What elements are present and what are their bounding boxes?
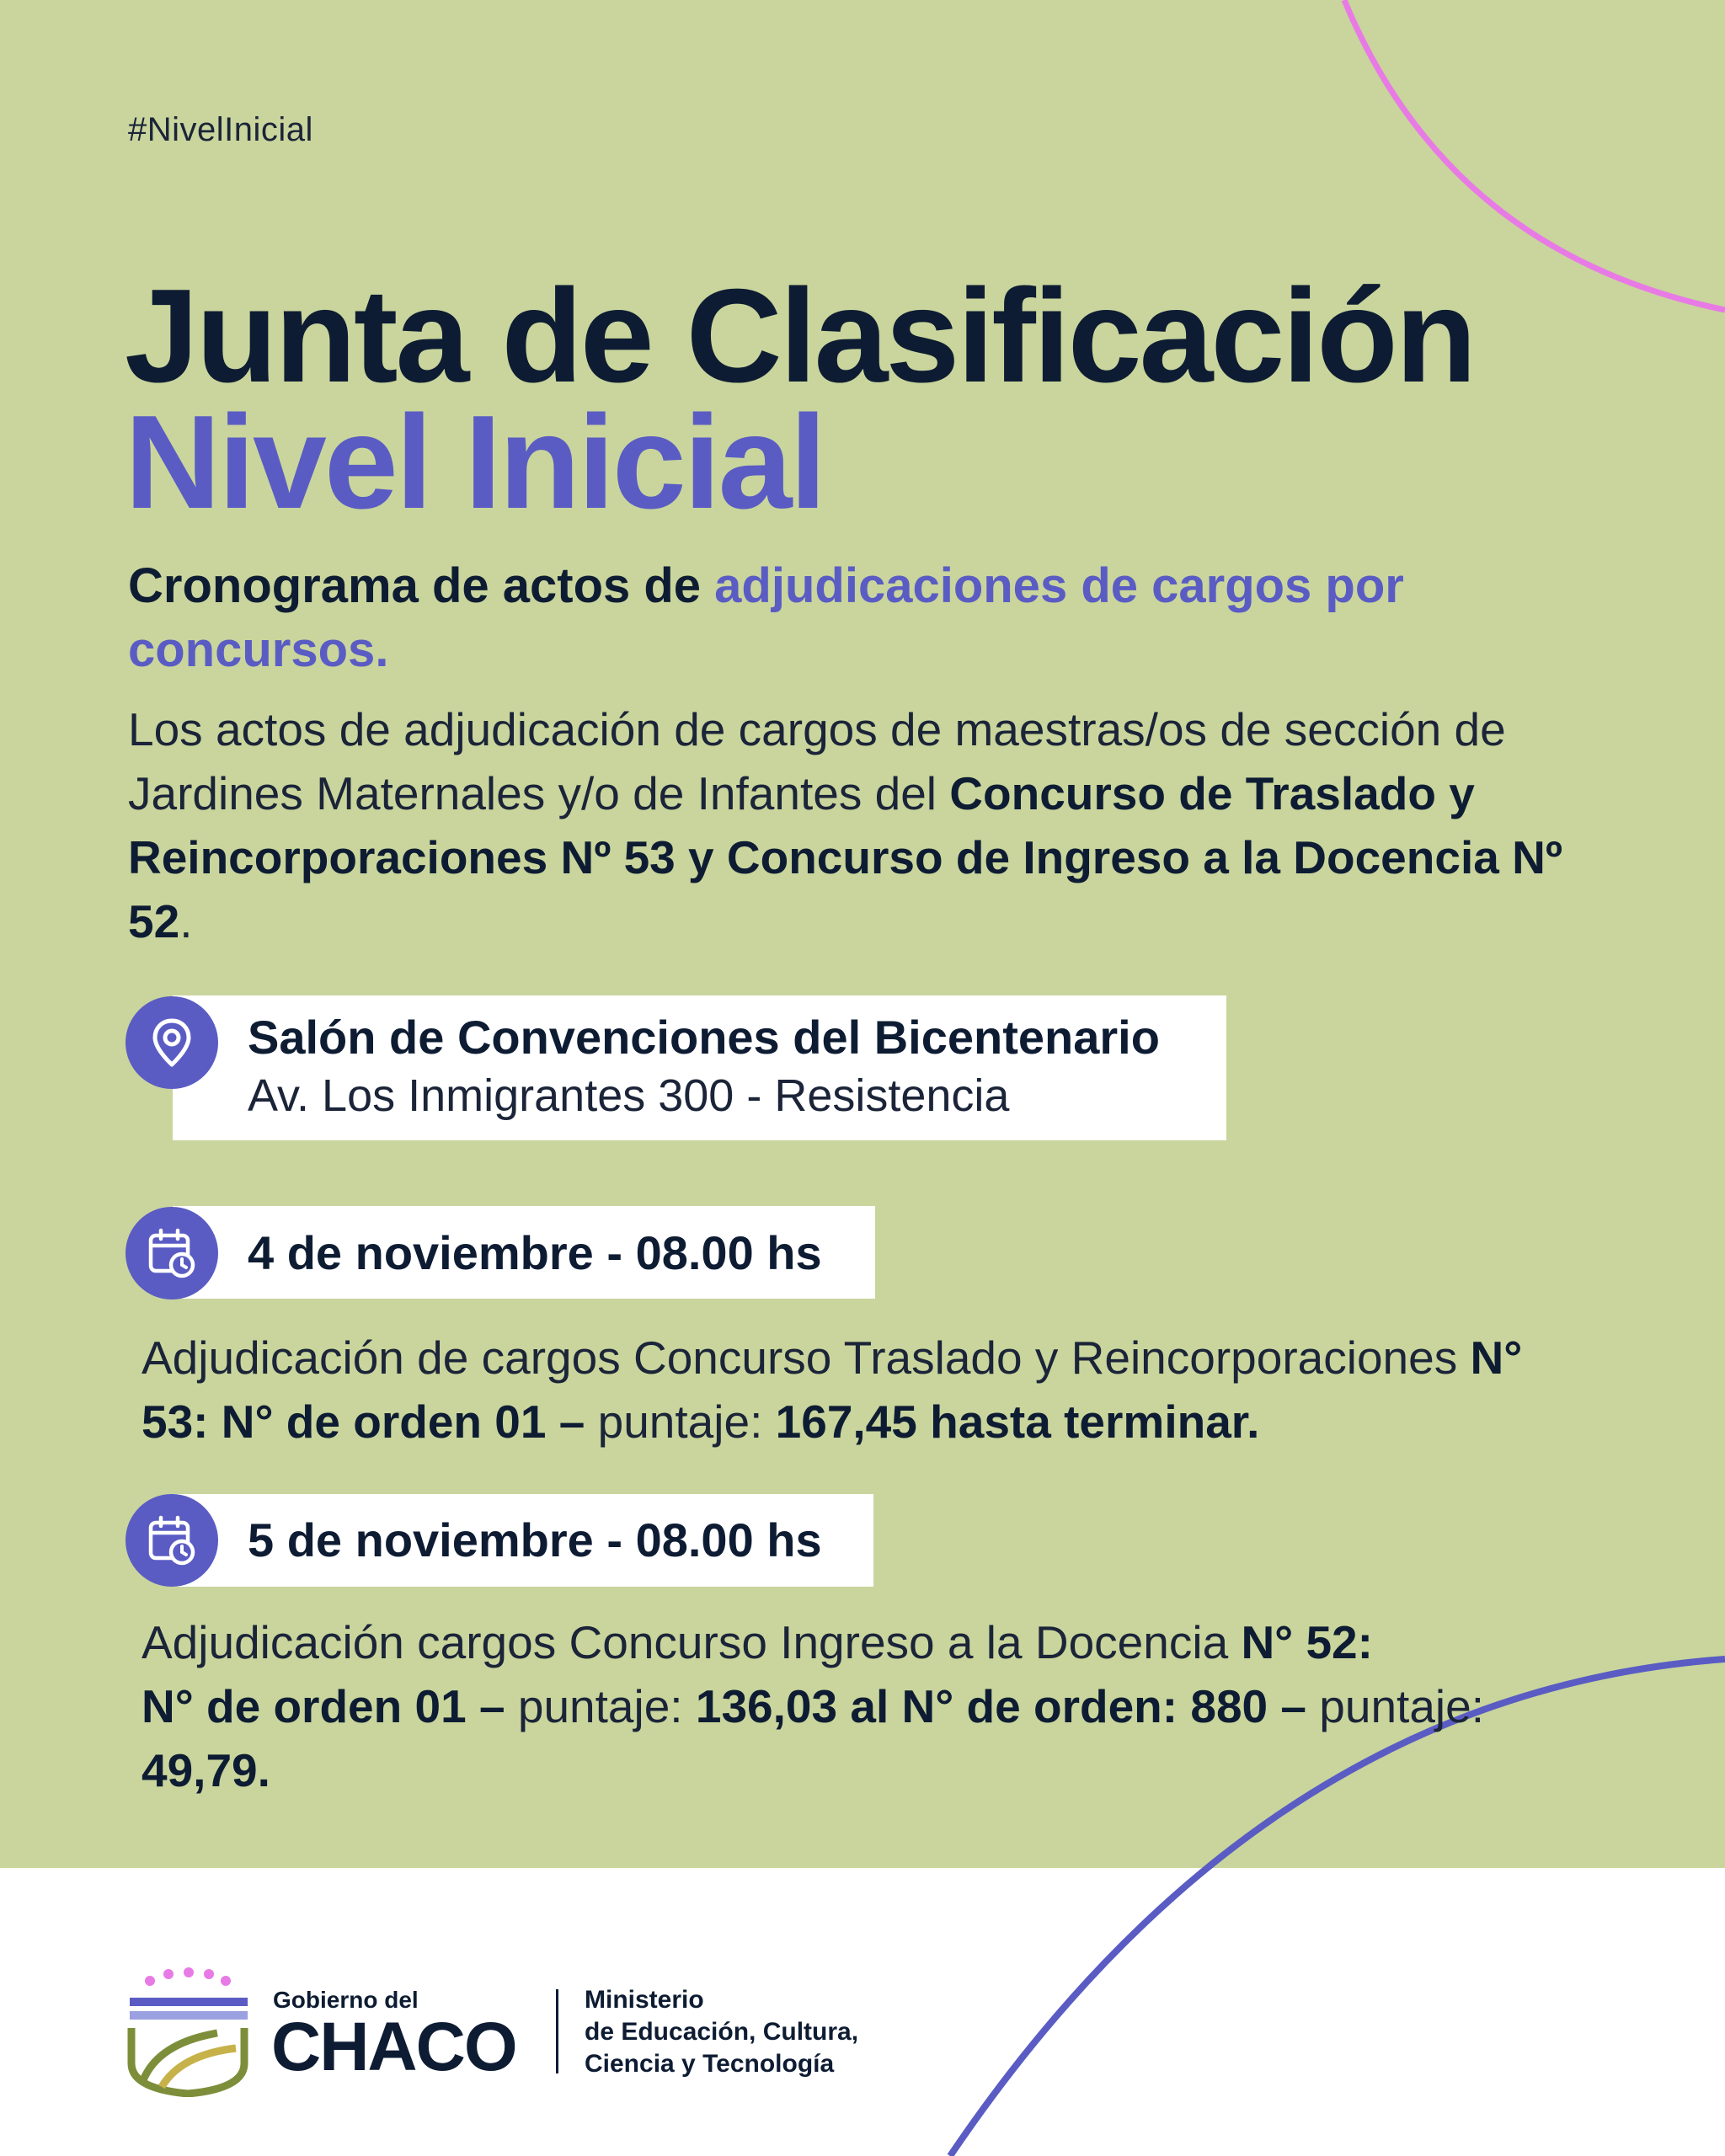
event-detail	[142, 1610, 1590, 1802]
government-name: CHACO	[271, 2009, 516, 2085]
footer-band	[0, 1868, 1725, 2156]
event-detail-text: Adjudicación de cargos Concurso Traslado y Reincorporaciones	[142, 1331, 1471, 1384]
ministry-name	[585, 1984, 858, 2080]
schedule-heading	[128, 554, 1577, 682]
calendar-clock-icon	[126, 1494, 218, 1587]
intro-paragraph	[128, 697, 1577, 953]
event-detail-text: Adjudicación cargos Concurso Ingreso a la Docencia	[142, 1616, 1242, 1668]
page-title: Junta de Clasificación	[125, 262, 1475, 410]
government-label: Gobierno del	[273, 1987, 419, 2013]
hashtag: #NivelInicial	[128, 111, 313, 148]
footer-divider	[556, 1989, 558, 2073]
event-date: 4 de noviembre - 08.00 hs	[248, 1226, 822, 1279]
intro-bold: Concurso de Traslado y Reincorporaciones Nº 53 y Concurso de Ingreso a la Docencia Nº 52	[128, 767, 1562, 947]
event-detail-bold: 167,45 hasta terminar.	[775, 1396, 1260, 1448]
location-pin-icon	[126, 996, 218, 1089]
calendar-clock-icon	[126, 1207, 218, 1299]
event-detail-bold: N° 53: N° de orden 01 –	[142, 1331, 1523, 1448]
location-address: Av. Los Inmigrantes 300 - Resistencia	[248, 1070, 1010, 1121]
page-subtitle-level: Nivel Inicial	[125, 388, 825, 536]
schedule-heading-text: Cronograma de actos de	[128, 558, 715, 613]
intro-text: Los actos de adjudicación de cargos de maestras/os de sección de Jardines Maternales y/o de Infantes del	[128, 703, 1506, 819]
schedule-heading-accent: adjudicaciones de cargos por concursos.	[128, 558, 1404, 677]
event-detail-bold: N° 52:	[1241, 1616, 1373, 1668]
ministry-line: Ciencia y Tecnología	[585, 2050, 835, 2078]
event-detail-bold: N° de orden 01 –	[142, 1680, 505, 1732]
chaco-logo-icon	[125, 1962, 251, 2097]
location-name: Salón de Convenciones del Bicentenario	[248, 1011, 1160, 1064]
intro-end: .	[179, 895, 193, 947]
event-detail-text: puntaje:	[505, 1680, 696, 1732]
event-detail	[142, 1326, 1590, 1454]
ministry-line: Ministerio	[585, 1986, 704, 2014]
event-detail-text: puntaje:	[1306, 1680, 1485, 1732]
event-date: 5 de noviembre - 08.00 hs	[248, 1513, 822, 1566]
ministry-line: de Educación, Cultura,	[585, 2018, 859, 2046]
event-detail-text: puntaje:	[585, 1396, 776, 1448]
event-detail-bold: 136,03 al N° de orden: 880 –	[695, 1680, 1306, 1732]
event-detail-bold: 49,79.	[142, 1744, 270, 1796]
